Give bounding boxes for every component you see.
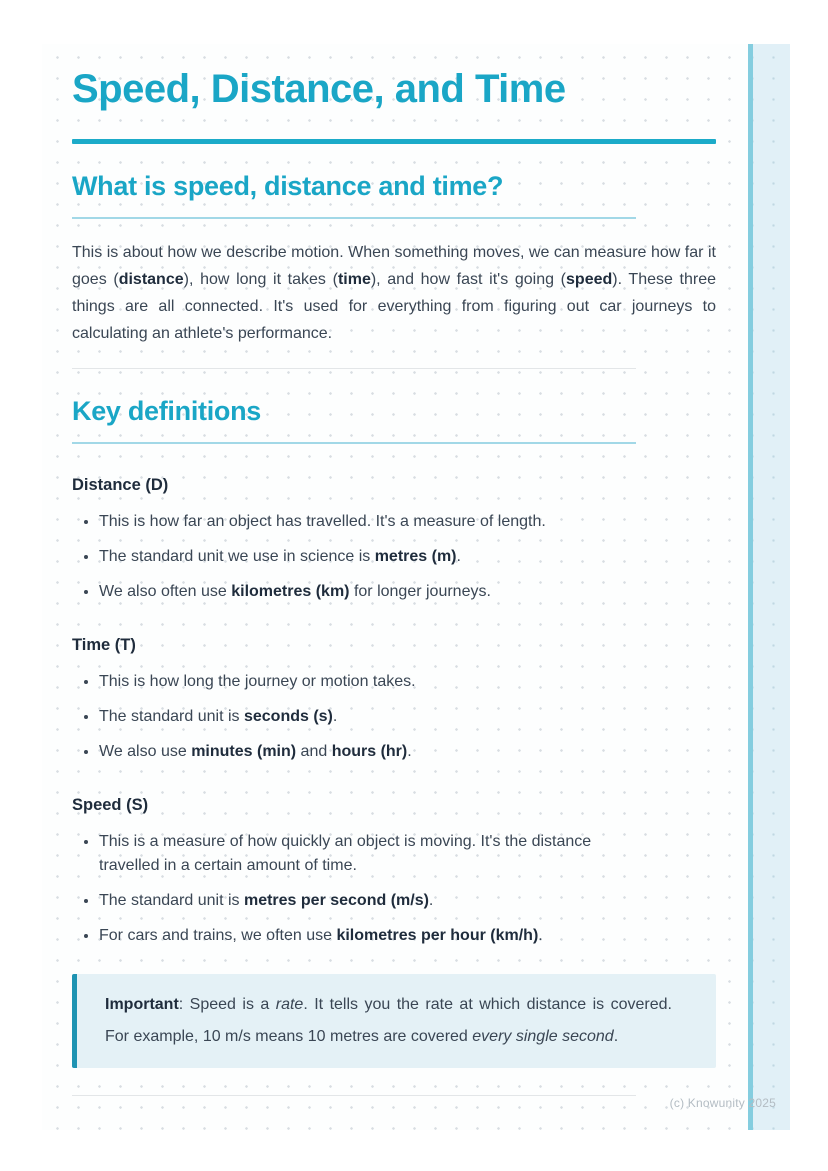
bullet-item: • This is a measure of how quickly an object is moving. It's the distance travelled in a certain amount of time.: [99, 830, 647, 878]
content-column: [72, 44, 716, 1096]
time-bullet-list: [72, 670, 716, 764]
intro-heading-underline: [72, 217, 636, 219]
intro-paragraph: This is about how we describe motion. When something moves, we can measure how far it goes (distance), how long it takes (time), and how fast it's going (speed). These three things are all connected. It's used for everything from figuring out car journeys to calculating an athlete's performance.: [72, 244, 717, 343]
speed-bullet-list: [72, 830, 716, 948]
document-page: [42, 44, 790, 1130]
bullet-item: • This is how far an object has travelled. It's a measure of length.: [99, 510, 716, 534]
bullet-item: • The standard unit we use in science is metres (m).: [99, 545, 716, 569]
bullet-item: • The standard unit is metres per second (m/s).: [99, 889, 716, 913]
section-heading-key-definitions: Key definitions: [72, 396, 262, 427]
callout-text: Important: Speed is a rate. It tells you the rate at which distance is covered. For example, 10 m/s means 10 metres are covered every single second.: [105, 996, 672, 1046]
bullet-item: • This is how long the journey or motion takes.: [99, 670, 716, 694]
page-title: Speed, Distance, and Time: [72, 67, 566, 111]
section-heading-intro: What is speed, distance and time?: [72, 171, 504, 201]
subheading-distance: Distance (D): [72, 476, 169, 495]
title-rule: [72, 139, 716, 144]
right-margin-stripe: [748, 44, 790, 1130]
subheading-time: Time (T): [72, 636, 136, 655]
copyright-note: (c) Knowunity 2025: [669, 1096, 776, 1110]
section-divider: [72, 368, 636, 369]
bullet-item: • The standard unit is seconds (s).: [99, 705, 716, 729]
bullet-item: • We also use minutes (min) and hours (hr).: [99, 740, 716, 764]
bottom-divider: [72, 1095, 636, 1096]
bullet-item: • For cars and trains, we often use kilometres per hour (km/h).: [99, 924, 716, 948]
key-definitions-heading-underline: [72, 442, 636, 444]
important-callout: [72, 974, 716, 1068]
distance-bullet-list: [72, 510, 716, 604]
subheading-speed: Speed (S): [72, 796, 149, 815]
bullet-item: • We also often use kilometres (km) for longer journeys.: [99, 580, 716, 604]
